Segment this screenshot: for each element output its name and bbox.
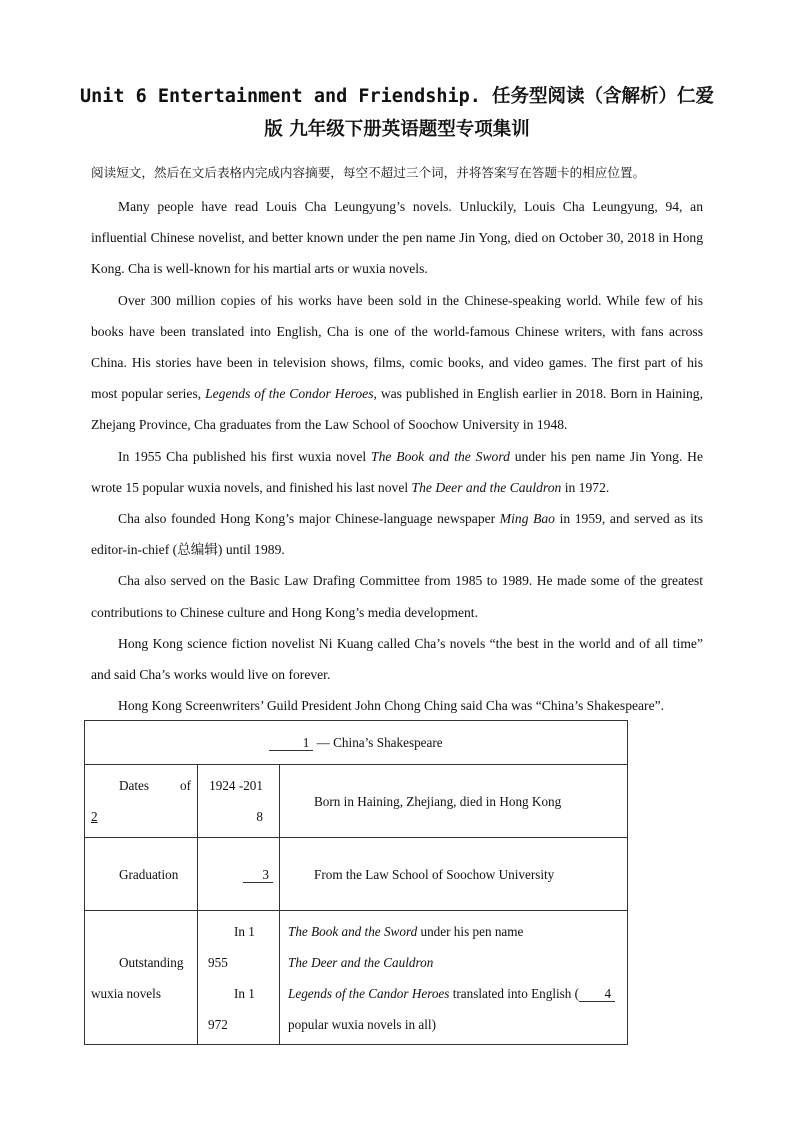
answer-blank-3[interactable]: 3: [243, 868, 273, 883]
book-title: The Book and the Sword: [371, 448, 510, 464]
book-title: The Deer and the Cauldron: [411, 479, 562, 495]
reading-passage: [91, 191, 703, 721]
paragraph-5: Cha also served on the Basic Law Drafing Committee from 1985 to 1989. He made some of the greatest contributions to Chinese culture and Hong Kong’s media development.: [91, 573, 703, 620]
row-year-graduation: [198, 838, 280, 911]
novel-count-note: popular wuxia novels in all): [288, 1016, 436, 1032]
table-header: [85, 721, 628, 765]
paragraph-6: Hong Kong science fiction novelist Ni Kuang called Cha’s novels “the best in the world and of all time” and said Cha’s works would live on forever.: [91, 635, 703, 683]
row-detail-novels: [280, 911, 628, 1045]
answer-blank-1[interactable]: 1: [269, 736, 313, 751]
answer-blank-2[interactable]: 2: [91, 809, 98, 824]
title-line-1: Unit 6 Entertainment and Friendship. 任务型阅读（含解析）仁爱: [79, 86, 715, 107]
novel-1: The Book and the Sword under his pen name: [288, 923, 524, 939]
answer-blank-4[interactable]: 4: [579, 987, 615, 1002]
paragraph-3: In 1955 Cha published his first wuxia novel The Book and the Sword under his pen name Jin Yong. He wrote 15 popular wuxia novels, and finished his last novel The Deer and the Cauldron in 1972.: [91, 448, 703, 495]
row-label-graduation: Graduation: [85, 838, 198, 911]
newspaper-title: Ming Bao: [499, 511, 555, 527]
row-label-novels: Outstanding wuxia novels: [85, 911, 198, 1045]
table-header-text: — China’s Shakespeare: [316, 735, 443, 750]
row-label-dates: Dates of 2: [85, 765, 198, 838]
novel-3: Legends of the Candor Heroes translated into English ( 4: [288, 978, 619, 1009]
paragraph-4: Cha also founded Hong Kong’s major Chinese-language newspaper Ming Bao in 1959, and served as its editor-in-chief (总编辑) until 1989.: [91, 511, 703, 558]
novel-2: The Deer and the Cauldron: [288, 954, 434, 970]
instructions: 阅读短文，然后在文后表格内完成内容摘要，每空不超过三个词，并将答案写在答题卡的相应位置。: [91, 165, 646, 180]
row-years-novels: In 1955 In 1972: [198, 911, 280, 1045]
summary-table: [84, 720, 628, 1045]
row-detail-graduation: From the Law School of Soochow University: [280, 838, 628, 911]
paragraph-7: Hong Kong Screenwriters’ Guild President John Chong Ching said Cha was “China’s Shakespeare”.: [118, 698, 665, 714]
document-title: [60, 80, 734, 146]
title-line-2: 版 九年级下册英语题型专项集训: [264, 119, 530, 140]
paragraph-1: Many people have read Louis Cha Leungyung’s novels. Unluckily, Louis Cha Leungyung, 94, an influential Chinese novelist, and better known under the pen name Jin Yong, died on October 30, 2018 in Hong Kong. Cha is well-known for his martial arts or wuxia novels.: [91, 199, 703, 277]
paragraph-2: Over 300 million copies of his works have been sold in the Chinese-speaking world. While few of his books have been translated into English, Cha is one of the world-famous Chinese writers, with fans across China. His stories have been in television shows, films, comic books, and video games. The first part of his most popular series, Legends of the Condor Heroes, was published in English earlier in 2018. Born in Haining, Zhejang Province, Cha graduates from the Law School of Soochow University in 1948.: [91, 292, 703, 433]
row-years-dates: 1924 -2018: [198, 765, 280, 838]
row-detail-dates: Born in Haining, Zhejiang, died in Hong Kong: [280, 765, 628, 838]
book-title: Legends of the Condor Heroes: [205, 386, 374, 402]
